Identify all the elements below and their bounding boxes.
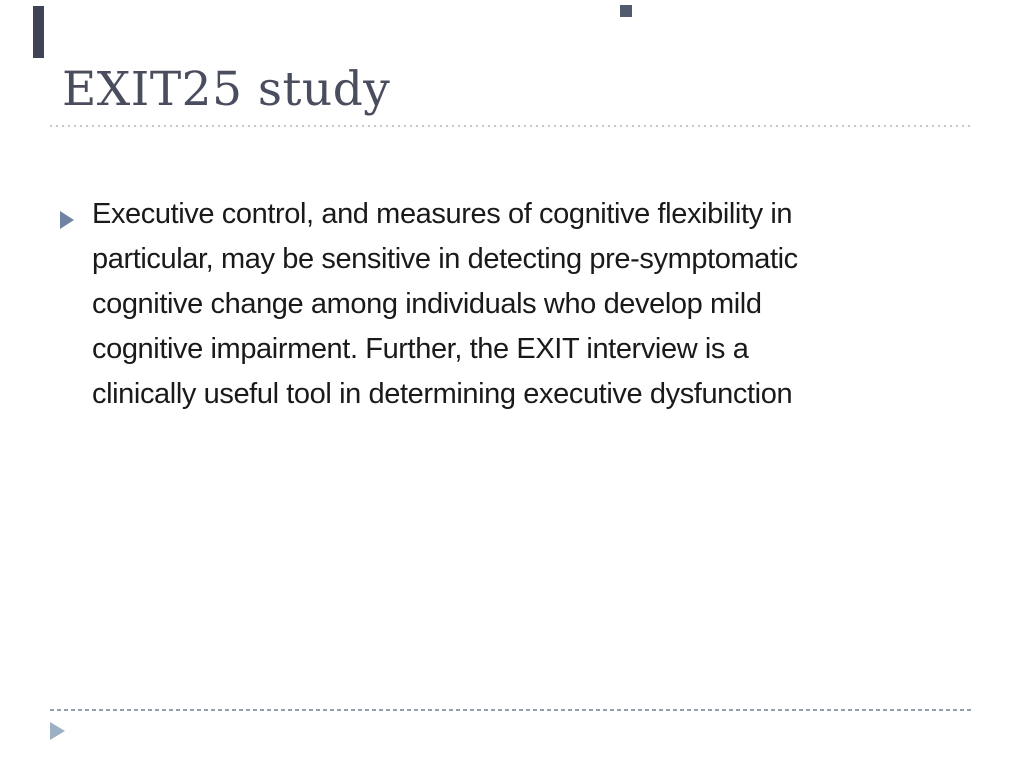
accent-bar-decoration [33,6,44,58]
triangle-bullet-icon [60,211,74,229]
body-line: cognitive change among individuals who develop mild [92,288,762,320]
body-line: particular, may be sensitive in detecting pre-symptomatic [92,243,798,275]
slide-title: EXIT25 study [62,62,391,117]
body-line: Executive control, and measures of cognitive flexibility in [92,198,793,230]
footer-divider [50,709,973,711]
accent-square-decoration [620,5,632,17]
body-line: clinically useful tool in determining executive dysfunction [92,378,793,410]
next-arrow-icon [50,722,65,740]
body-line: cognitive impairment. Further, the EXIT interview is a [92,333,749,365]
title-divider [50,125,973,127]
bullet-paragraph [92,192,972,417]
